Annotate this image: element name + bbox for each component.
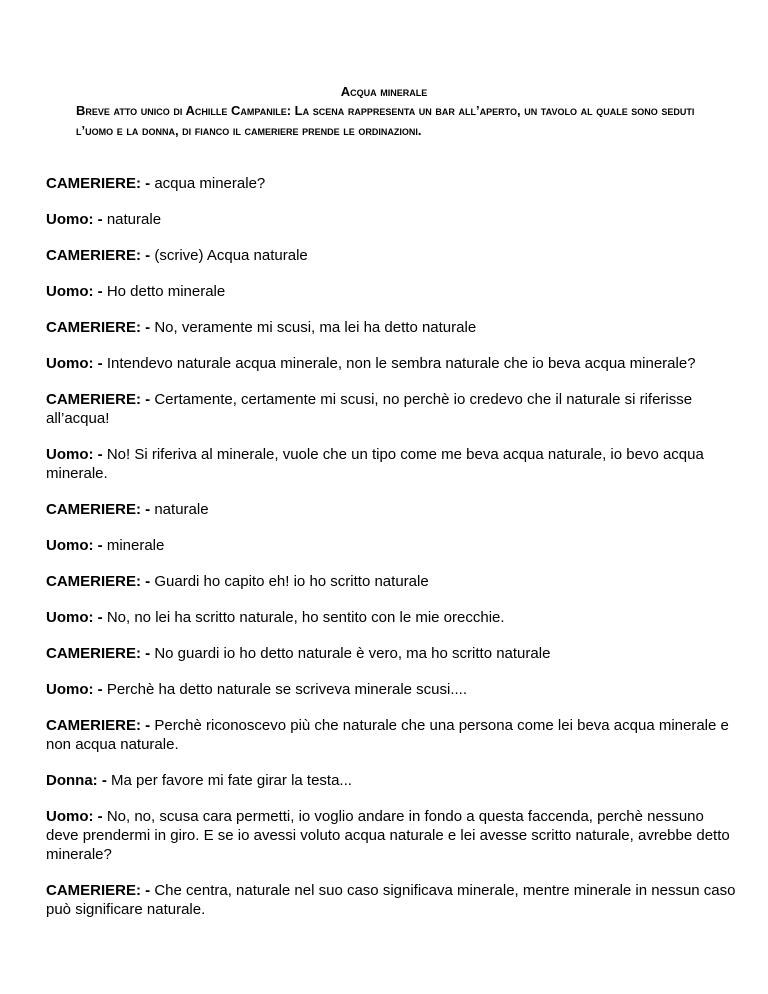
stage-directions: Breve atto unico di Achille Campanile: La scena rappresenta un bar all’aperto, un tavolo al quale sono seduti l’uomo e la donna, di fianco il cameriere prende le ordinazioni. xyxy=(76,103,695,138)
dialogue-line xyxy=(46,174,736,193)
dialogue xyxy=(46,174,736,936)
speaker-label: Uomo: - xyxy=(46,808,103,825)
dialogue-line xyxy=(46,246,736,265)
dialogue-line xyxy=(46,390,736,428)
line-text: No, veramente mi scusi, ma lei ha detto naturale xyxy=(154,319,477,336)
speaker-label: CAMERIERE: - xyxy=(46,573,151,590)
dialogue-line xyxy=(46,608,736,627)
line-text: Ma per favore mi fate girar la testa... xyxy=(111,772,352,789)
dialogue-line xyxy=(46,210,736,229)
speaker-label: Donna: - xyxy=(46,772,107,789)
dialogue-line xyxy=(46,572,736,591)
dialogue-line xyxy=(46,500,736,519)
line-text: No, no lei ha scritto naturale, ho sentito con le mie orecchie. xyxy=(106,609,505,626)
speaker-label: Uomo: - xyxy=(46,355,103,372)
speaker-label: CAMERIERE: - xyxy=(46,717,151,734)
speaker-label: CAMERIERE: - xyxy=(46,319,151,336)
speaker-label: CAMERIERE: - xyxy=(46,882,151,899)
line-text: minerale xyxy=(106,537,165,554)
line-text: No guardi io ho detto naturale è vero, ma ho scritto naturale xyxy=(154,645,551,662)
dialogue-line xyxy=(46,716,736,754)
speaker-label: Uomo: - xyxy=(46,609,103,626)
dialogue-line xyxy=(46,680,736,699)
line-text: Intendevo naturale acqua minerale, non le sembra naturale che io beva acqua minerale? xyxy=(106,355,696,372)
line-text: Ho detto minerale xyxy=(106,283,226,300)
dialogue-line xyxy=(46,644,736,663)
speaker-label: Uomo: - xyxy=(46,681,103,698)
dialogue-line xyxy=(46,318,736,337)
speaker-label: CAMERIERE: - xyxy=(46,247,151,264)
speaker-label: CAMERIERE: - xyxy=(46,391,151,408)
line-text: naturale xyxy=(154,501,209,518)
dialogue-line xyxy=(46,445,736,483)
dialogue-line xyxy=(46,807,736,864)
dialogue-line xyxy=(46,536,736,555)
speaker-label: CAMERIERE: - xyxy=(46,175,151,192)
line-text: acqua minerale? xyxy=(154,175,266,192)
line-text: No! Si riferiva al minerale, vuole che un tipo come me beva acqua naturale, io bevo acqua minerale. xyxy=(46,446,704,482)
line-text: Perchè riconoscevo più che naturale che una persona come lei beva acqua minerale e non acqua naturale. xyxy=(46,717,729,753)
line-text: Guardi ho capito eh! io ho scritto naturale xyxy=(154,573,429,590)
speaker-label: Uomo: - xyxy=(46,537,103,554)
line-text: Che centra, naturale nel suo caso significava minerale, mentre minerale in nessun caso può significare naturale. xyxy=(46,882,736,918)
speaker-label: Uomo: - xyxy=(46,446,103,463)
document-title: Acqua minerale xyxy=(340,84,428,99)
speaker-label: Uomo: - xyxy=(46,211,103,228)
dialogue-line xyxy=(46,881,736,919)
line-text: naturale xyxy=(106,211,162,228)
dialogue-line xyxy=(46,282,736,301)
speaker-label: Uomo: - xyxy=(46,283,103,300)
dialogue-line xyxy=(46,771,736,790)
line-text: Perchè ha detto naturale se scriveva minerale scusi.... xyxy=(106,681,468,698)
dialogue-line xyxy=(46,354,736,373)
line-text: Certamente, certamente mi scusi, no perchè io credevo che il naturale si riferisse all’acqua! xyxy=(46,391,693,427)
speaker-label: CAMERIERE: - xyxy=(46,501,151,518)
line-text: (scrive) Acqua naturale xyxy=(154,247,308,264)
speaker-label: CAMERIERE: - xyxy=(46,645,151,662)
line-text: No, no, scusa cara permetti, io voglio andare in fondo a questa faccenda, perchè nessuno deve prendermi in giro. E se io avessi voluto acqua naturale e lei avesse scritto naturale, avrebbe detto minerale? xyxy=(46,808,730,863)
